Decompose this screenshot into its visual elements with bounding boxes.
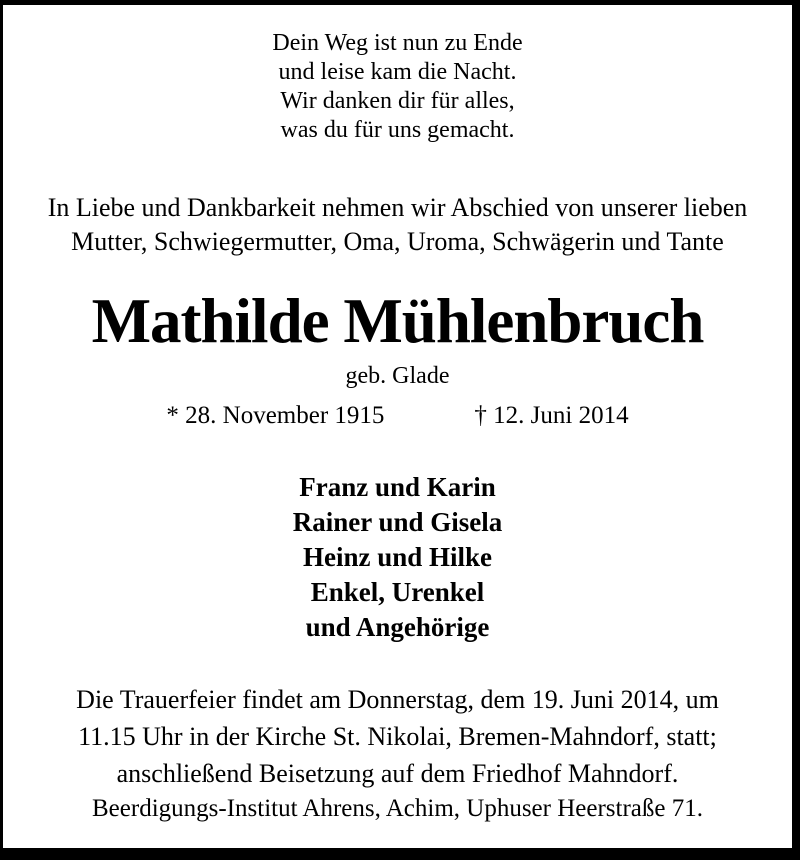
intro-line: In Liebe und Dankbarkeit nehmen wir Abschied von unserer lieben: [47, 193, 748, 222]
mourner-line: Franz und Karin: [299, 472, 496, 502]
undertaker-info: Beerdigungs-Institut Ahrens, Achim, Uphuser Heerstraße 71.: [92, 795, 703, 822]
deceased-name: Mathilde Mühlenbruch: [91, 286, 704, 356]
farewell-intro: [3, 191, 792, 259]
verse-line: was du für uns gemacht.: [280, 117, 515, 143]
verse-line: und leise kam die Nacht.: [278, 59, 517, 85]
mourners-list: [3, 470, 792, 645]
intro-line: Mutter, Schwiegermutter, Oma, Uroma, Schwägerin und Tante: [71, 227, 724, 256]
mourner-line: Enkel, Urenkel: [310, 577, 485, 607]
funeral-line: 11.15 Uhr in der Kirche St. Nikolai, Bremen-Mahndorf, statt;: [78, 722, 717, 751]
verse-line: Dein Weg ist nun zu Ende: [272, 30, 523, 56]
mourner-line: und Angehörige: [305, 612, 490, 642]
funeral-line: Die Trauerfeier findet am Donnerstag, dem 19. Juni 2014, um: [76, 685, 719, 714]
mourner-line: Rainer und Gisela: [292, 507, 503, 537]
mourner-line: Heinz und Hilke: [302, 542, 493, 572]
life-dates: [3, 400, 792, 432]
memorial-verse: [3, 5, 792, 145]
funeral-details: [3, 681, 792, 792]
death-date: † 12. Juni 2014: [474, 402, 629, 429]
funeral-line: anschließend Beisetzung auf dem Friedhof Mahndorf.: [116, 759, 679, 788]
maiden-name: geb. Glade: [345, 363, 450, 389]
birth-date: * 28. November 1915: [166, 402, 385, 429]
verse-line: Wir danken dir für alles,: [280, 88, 515, 114]
